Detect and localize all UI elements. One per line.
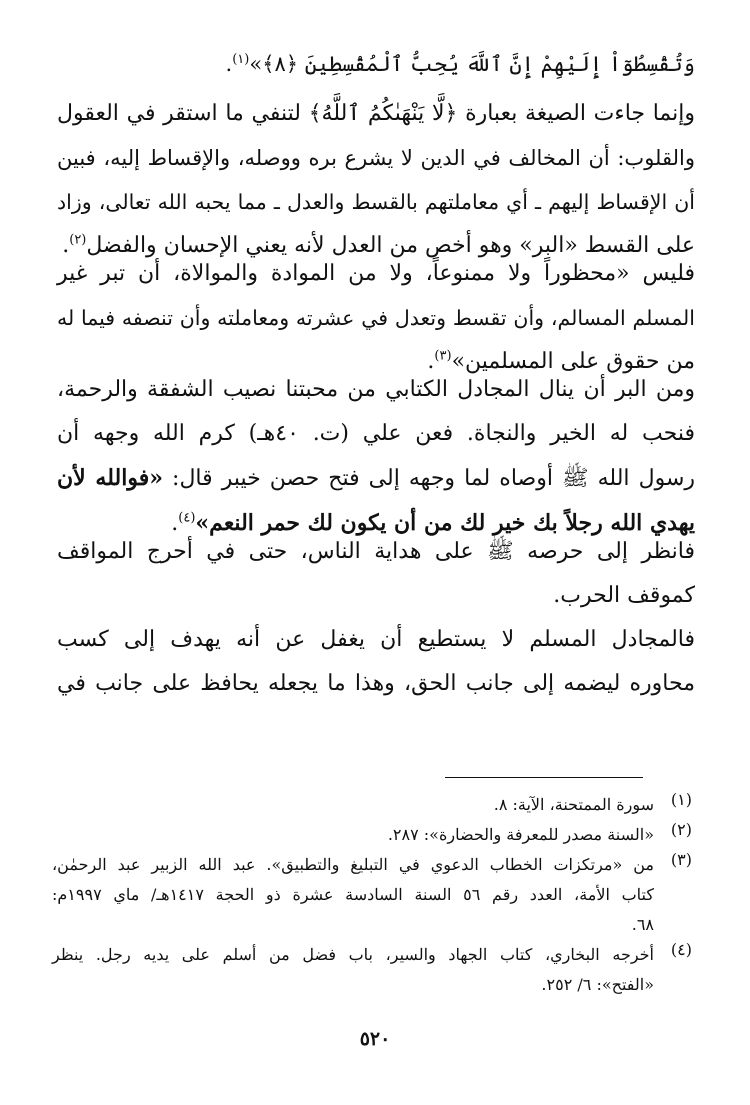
footnote-text: كتاب الأمة، العدد رقم ٥٦ السنة السادسة عشرة ذو الحجة ١٤١٧هـ/ ماي ١٩٩٧م: [52,885,654,904]
text-line: محاوره ليضمه إلى جانب الحق، وهذا ما يجعله يحافظ على جانب في [57,671,695,696]
paragraph [57,530,695,618]
hadith-quote: يهدي الله رجلاً بك خير لك من أن يكون لك حمر النعم» [195,510,695,536]
text-line: والقلوب: أن المخالف في الدين لا يشرع بره ووصله، والإقساط إليه، فبين [57,146,695,170]
footnote-4 [52,940,692,1000]
text-line: من حقوق على المسلمين»$^{(٣)}$. [427,348,695,374]
footnote-text: سورة الممتحنة، الآية: ٨. [493,795,654,814]
page-number: ٥٢٠ [359,1028,391,1050]
text-line: ومن البر أن ينال المجادل الكتابي من محبتنا نصيب الشفقة والرحمة، [57,377,695,402]
footnote-3 [52,850,692,940]
text-line: رسول الله ﷺ أوصاه لما وجهه إلى فتح حصن خيبر قال: «فوالله لأن [57,465,695,491]
footnote-ref[interactable]: (١) [232,52,250,67]
text-line: على القسط «البر» وهو أخص من العدل لأنه يعني الإحسان والفضل$^{(٢)}$. [62,232,695,258]
text-line: وإنما جاءت الصيغة بعبارة ﴿لَّا يَنْهَىٰكُمُ ٱللَّهُ﴾ لتنفي ما استقر في العقول [57,101,695,126]
footnote-ref[interactable]: (٣) [434,348,452,364]
text-line: فنحب له الخير والنجاة. فعن علي (ت. ٤٠هـ) كرم الله وجهه أن [57,421,695,446]
footnote-2 [52,820,692,850]
footnote-number: (٣) [670,850,692,869]
footnote-1 [52,790,692,820]
footnote-separator [445,777,643,778]
paragraph [57,252,695,384]
footnote-ref[interactable]: (٤) [178,510,196,526]
footnote-text: أخرجه البخاري، كتاب الجهاد والسير، باب فضل من أسلم على يديه رجل. ينظر [52,945,654,964]
text-line: يهدي الله رجلاً بك خير لك من أن يكون لك حمر النعم»$^{(٤)}$. [171,510,695,536]
text-line: أن الإقساط إليهم ـ أي معاملتهم بالقسط والعدل ـ مما يحبه الله تعالى، وزاد [57,190,695,214]
verse-continuation [57,42,695,86]
text-line: وَتُقْسِطُوٓاْ إِلَيْهِمْ إِنَّ ٱللَّهَ يُحِبُّ ٱلْمُقْسِطِينَ ﴿٨﴾»$^{(١)}$. [225,52,695,76]
text-line: كموقف الحرب. [553,583,695,608]
footnote-text: «السنة مصدر للمعرفة والحضارة»: ٢٨٧. [387,825,654,844]
footnote-text: «الفتح»: ٦/ ٢٥٢. [541,975,654,994]
paragraph [57,618,695,706]
footnote-number: (١) [670,790,692,809]
footnote-ref[interactable]: (٢) [69,232,87,248]
hadith-quote: «فوالله لأن [57,465,163,491]
footnote-text: من «مرتكزات الخطاب الدعوي في التبليغ والتطبيق». عبد الله الزبير عبد الرحمٰن، [52,855,654,874]
paragraph [57,92,695,268]
paragraph [57,368,695,546]
text-line: فانظر إلى حرصه ﷺ على هداية الناس، حتى في أحرج المواقف [57,539,695,564]
footnote-number: (٤) [670,940,692,959]
footnote-text: ٦٨. [631,915,654,934]
footnote-number: (٢) [670,820,692,839]
text-line: فالمجادل المسلم لا يستطيع أن يغفل عن أنه يهدف إلى كسب [57,627,696,652]
text-line: فليس «محظوراً ولا ممنوعاً، ولا من الموادة والموالاة، أن تبر غير [57,261,695,286]
text-line: المسلم المسالم، وأن تقسط وتعدل في عشرته ومعاملته وأن تنصفه فيما له [57,306,695,330]
